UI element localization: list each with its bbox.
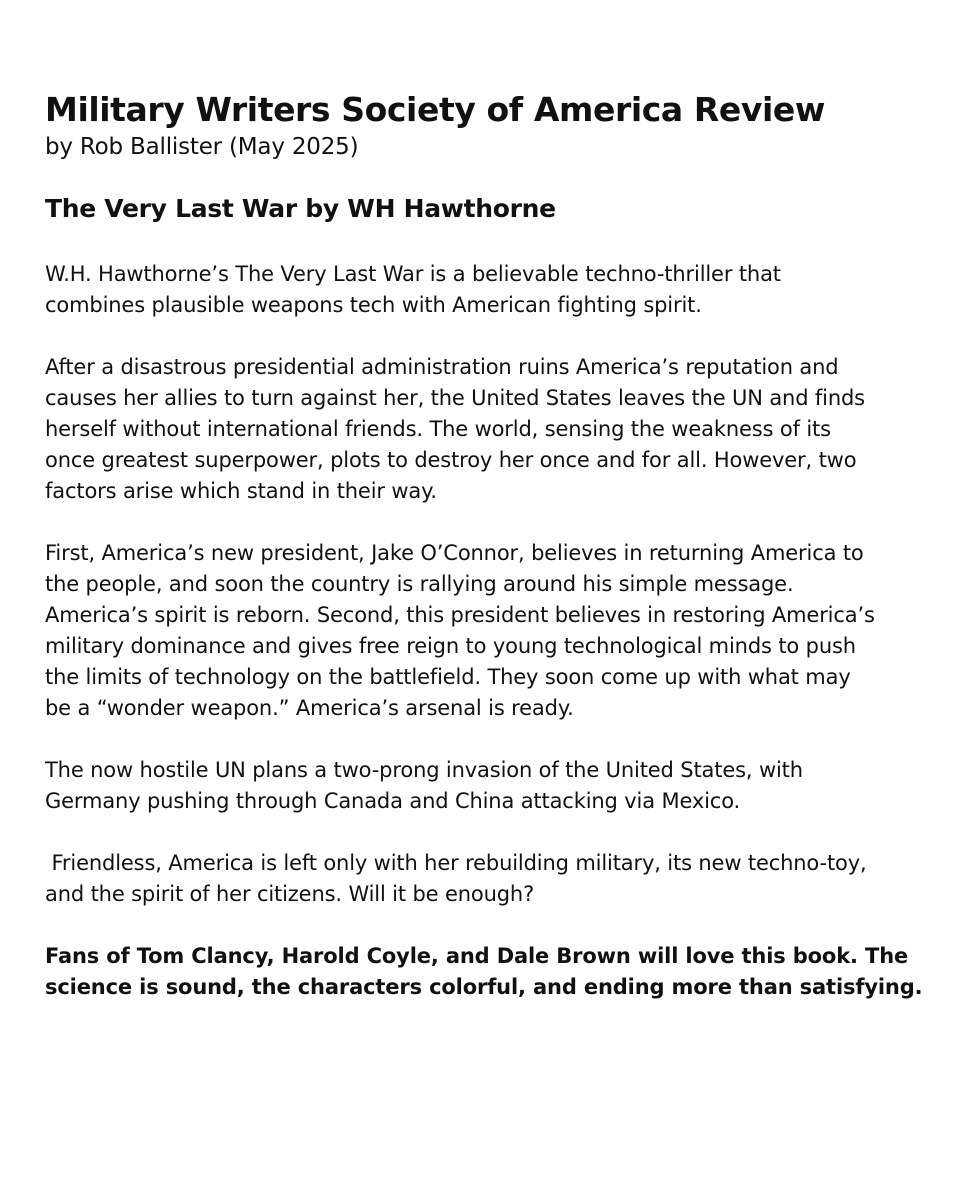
review-paragraph-intro: W.H. Hawthorne’s The Very Last War is a believable techno-thriller that combines plausible weapons tech with American fighting spirit. (45, 262, 781, 317)
review-paragraph-friendless: Friendless, America is left only with her rebuilding military, its new techno-toy, and the spirit of her citizens. Will it be enough? (45, 851, 867, 906)
book-title: The Very Last War by WH Hawthorne (45, 194, 556, 223)
review-byline: by Rob Ballister (May 2025) (45, 134, 359, 160)
review-closing-recommendation: Fans of Tom Clancy, Harold Coyle, and Dale Brown will love this book. The science is sound, the characters colorful, and ending more than satisfying. (45, 944, 923, 999)
review-paragraph-premise: After a disastrous presidential administration ruins America’s reputation and causes her allies to turn against her, the United States leaves the UN and finds herself without international friends. The world, sensing the weakness of its once greatest superpower, plots to destroy her once and for all. However, two factors arise which stand in their way. (45, 355, 865, 503)
review-document (45, 88, 925, 1003)
review-paragraph-president: First, America’s new president, Jake O’Connor, believes in returning America to the people, and soon the country is rallying around his simple message. America’s spirit is reborn. Second, this president believes in restoring America’s military dominance and gives free reign to young technological minds to push the limits of technology on the battlefield. They soon come up with what may be a “wonder weapon.” America’s arsenal is ready. (45, 541, 875, 720)
review-paragraph-invasion: The now hostile UN plans a two-prong invasion of the United States, with Germany pushing through Canada and China attacking via Mexico. (45, 758, 803, 813)
review-heading: Military Writers Society of America Review (45, 90, 825, 129)
